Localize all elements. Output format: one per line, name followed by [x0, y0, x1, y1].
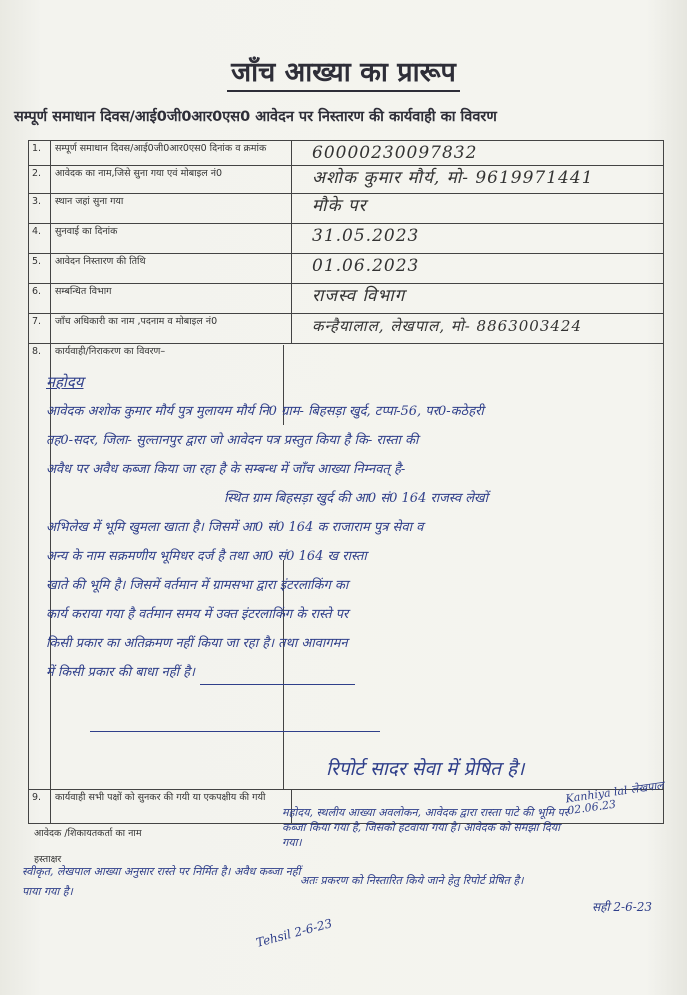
row-number: 1. — [29, 141, 51, 166]
row-value: 01.06.2023 — [292, 254, 664, 284]
table-row — [29, 284, 664, 314]
document-title: जाँच आख्या का प्रारूप — [0, 52, 687, 89]
table-row — [29, 254, 664, 284]
row-number: 3. — [29, 194, 51, 224]
underline — [90, 731, 380, 732]
row9-note: महोदय, स्थलीय आख्या अवलोकन, आवेदक द्वारा रास्ता पाटे की भूमि पर कब्जा किया गया है, जिसको हटवाया गया है। आवेदक को समझा दिया गया। — [282, 806, 569, 849]
proceedings-text — [46, 368, 666, 687]
document-subtitle: सम्पूर्ण समाधान दिवस/आई0जी0आर0एस0 आवेदन पर निस्तारण की कार्यवाही का विवरण — [14, 109, 497, 125]
row-label: सुनवाई का दिनांक — [51, 224, 292, 254]
proceedings-line: अन्य के नाम सक्रमणीय भूमिधर दर्ज है तथा आ0 सं0 164 ख रास्ता — [46, 549, 367, 564]
proceedings-line: तह0-सदर, जिला- सुल्तानपुर द्वारा जो आवेदन पत्र प्रस्तुत किया है कि- रास्ता की — [46, 433, 419, 448]
table-row — [29, 224, 664, 254]
proceedings-line: अभिलेख में भूमि खुमला खाता है। जिसमें आ0 सं0 164 क राजाराम पुत्र सेवा व — [46, 520, 424, 535]
row-number: 5. — [29, 254, 51, 284]
proceedings-line: खाते की भूमि है। जिसमें वर्तमान में ग्रामसभा द्वारा इंटरलाकिंग का — [46, 578, 349, 593]
row-number: 9. — [29, 790, 51, 824]
sign-label: हस्ताक्षर — [34, 854, 62, 865]
table-row — [29, 141, 664, 166]
proceedings-line: अवैध पर अवैध कब्जा किया जा रहा है के सम्बन्ध में जाँच आख्या निम्नवत् है- — [46, 462, 406, 477]
row-label: कार्यवाही/निराकरण का विवरण– — [51, 344, 664, 790]
official-note: स्वीकृत, लेखपाल आख्या अनुसार रास्ते पर निर्मित है। अवैध कब्जा नहीं पाया गया है। — [22, 865, 301, 898]
applicant-label: आवेदक /शिकायतकर्ता का नाम — [34, 828, 142, 839]
lekhpal-signature: Kanhiya lal लेखपाल 02.06.23 — [564, 778, 665, 818]
proceedings-line: में किसी प्रकार की बाधा नहीं है। — [46, 665, 195, 680]
row-number: 4. — [29, 224, 51, 254]
officer-signature: सही 2-6-23 — [592, 900, 653, 914]
row-label: स्थान जहां सुना गया — [51, 194, 292, 224]
table-row — [29, 194, 664, 224]
proceedings-line: स्थित ग्राम बिहसड़ा खुर्द की आ0 सं0 164 राजस्व लेखों — [223, 491, 489, 506]
row-label: आवेदन निस्तारण की तिथि — [51, 254, 292, 284]
proceedings-line: किसी प्रकार का अतिक्रमण नहीं किया जा रहा है। तथा आवागमन — [46, 636, 348, 651]
greeting: महोदय — [46, 373, 84, 391]
row-number: 7. — [29, 314, 51, 344]
row-label: सम्बन्धित विभाग — [51, 284, 292, 314]
row-label: कार्यवाही सभी पक्षों को सुनकर की गयी या एकपक्षीय की गयी — [51, 790, 292, 824]
row-number: 8. — [29, 344, 51, 790]
underline — [200, 684, 355, 685]
row-label: जाँच अधिकारी का नाम ,पदनाम व मोबाइल नं0 — [51, 314, 292, 344]
table-row — [29, 166, 664, 194]
table-row — [29, 314, 664, 344]
row-label: सम्पूर्ण समाधान दिवस/आई0जी0आर0एस0 दिनांक व क्रमांक — [51, 141, 292, 166]
row-value: राजस्व विभाग — [292, 284, 664, 314]
closing-remark: रिपोर्ट सादर सेवा में प्रेषित है। — [326, 758, 525, 780]
proceedings-line: कार्य कराया गया है वर्तमान समय में उक्त इंटरलाकिंग के रास्ते पर — [46, 607, 349, 622]
row-value: 31.05.2023 — [292, 224, 664, 254]
row-value: मौके पर — [292, 194, 664, 224]
row-number: 6. — [29, 284, 51, 314]
row-value: कन्हैयालाल, लेखपाल, मो- 8863003424 — [292, 314, 664, 344]
forwarding-note: अतः प्रकरण को निस्तारित किये जाने हेतु रिपोर्ट प्रेषित है। — [300, 874, 524, 887]
row-number: 2. — [29, 166, 51, 194]
row-value: अशोक कुमार मौर्य, मो- 9619971441 — [292, 166, 664, 194]
row-value: 60000230097832 — [292, 141, 664, 166]
proceedings-line: आवेदक अशोक कुमार मौर्य पुत्र मुलायम मौर्य नि0 ग्राम- बिहसड़ा खुर्द, टप्पा-56, पर0-कठेहरी — [46, 404, 484, 419]
row-label: आवेदक का नाम,जिसे सुना गया एवं मोबाइल नं0 — [51, 166, 292, 194]
tehsildar-signature: Tehsil 2-6-23 — [254, 916, 334, 950]
